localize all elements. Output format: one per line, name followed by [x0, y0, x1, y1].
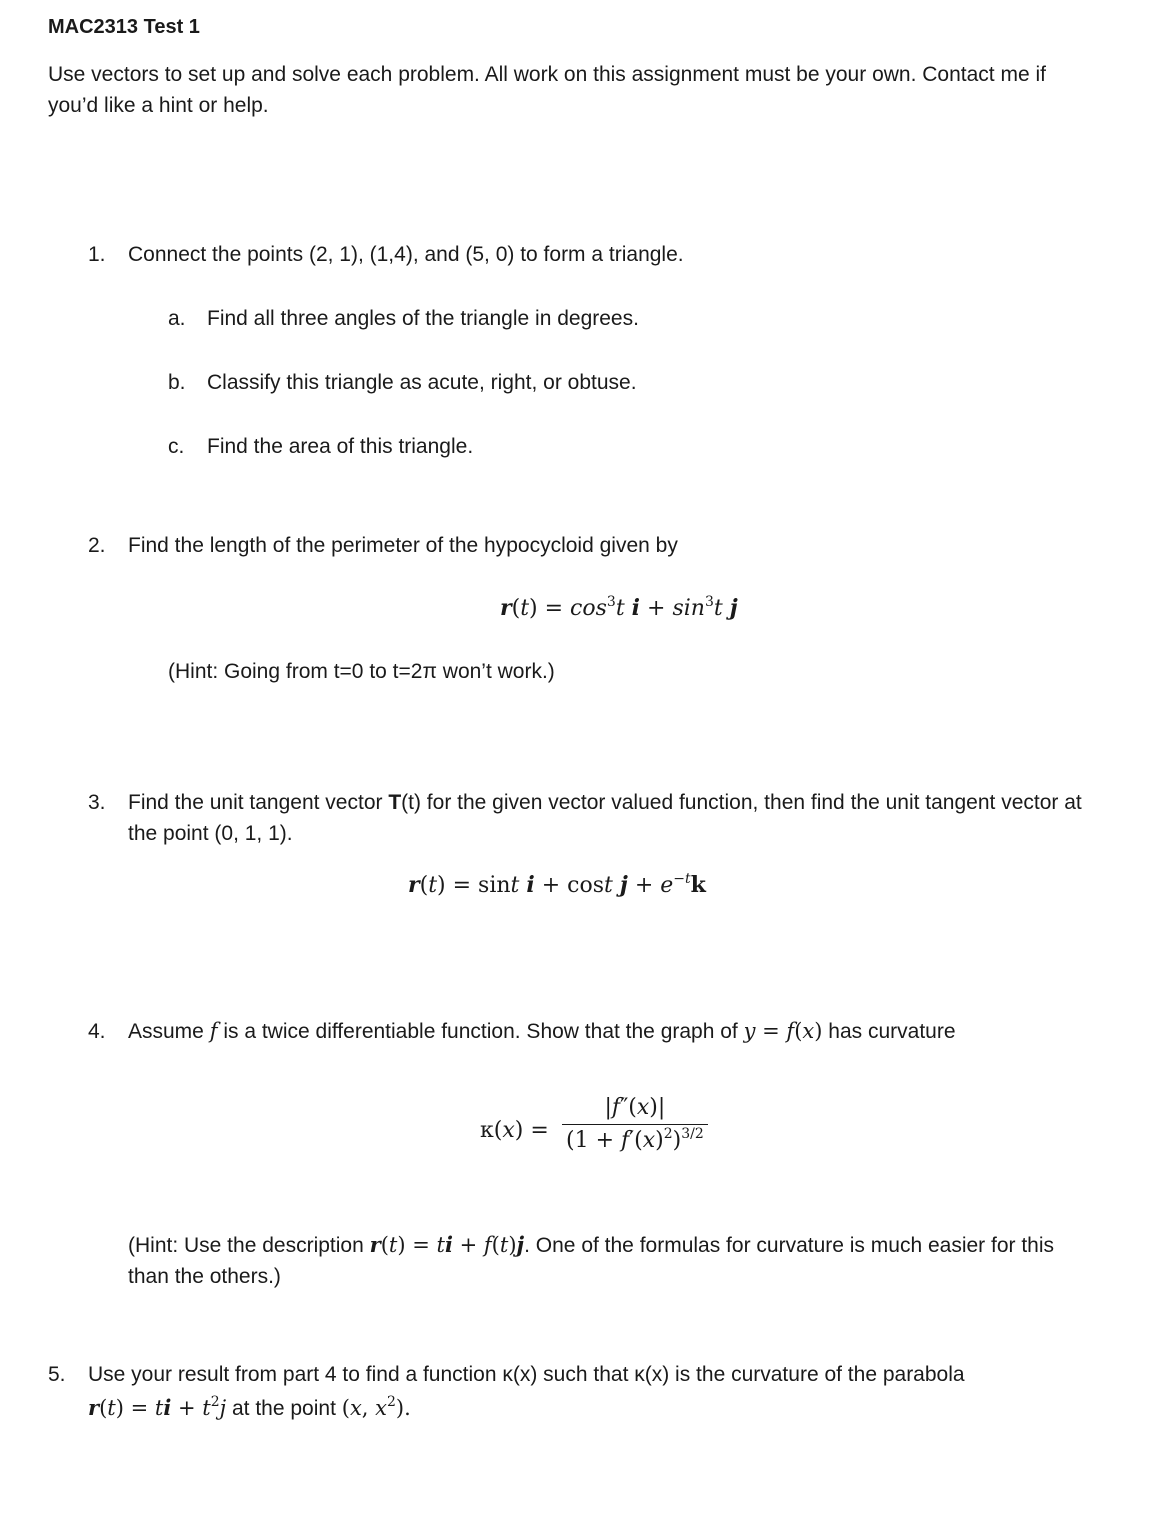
problem-2-number: 2.: [88, 534, 106, 557]
problem-1c-label: c.: [168, 435, 185, 458]
problem-2-text: Find the length of the perimeter of the hypocycloid given by: [128, 534, 678, 557]
problem-1b-text: Classify this triangle as acute, right, or obtuse.: [207, 371, 637, 394]
page-title: MAC2313 Test 1: [48, 16, 200, 38]
problem-3-number: 3.: [88, 791, 106, 814]
problem-5-text-line2: r(t) = ti + $t^2j$ at the point (x, $x^2$).: [88, 1394, 411, 1420]
vector-function-equation: r(t) = sint i + cost $j + e^{-t}k$: [408, 871, 706, 898]
hypocycloid-equation: $r(t) = \cos^3t$ $i + \sin^3t$ j: [500, 594, 738, 621]
curvature-fraction: |f″(x)| $(1 + f'(x)^2)^{3/2}$: [562, 1094, 708, 1155]
problem-1b-label: b.: [168, 371, 186, 394]
problem-2-hint: (Hint: Going from t=0 to t=2π won’t work.): [168, 660, 555, 683]
problem-3-text: Find the unit tangent vector T(t) for the given vector valued function, then find the unit tangent vector at the point (0, 1, 1).: [128, 791, 1082, 845]
problem-5-text-line1: Use your result from part 4 to find a function κ(x) such that κ(x) is the curvature of the parabola: [88, 1363, 965, 1386]
problem-1a-text: Find all three angles of the triangle in degrees.: [207, 307, 639, 330]
problem-4-hint: (Hint: Use the description r(t) = ti + f(t)j. One of the formulas for curvature is much easier for this than the others.): [128, 1232, 1055, 1288]
problem-4-number: 4.: [88, 1020, 106, 1043]
problem-4-text: Assume f is a twice differentiable function. Show that the graph of y = f(x) has curvature: [128, 1019, 956, 1043]
problem-1-text: Connect the points (2, 1), (1,4), and (5, 0) to form a triangle.: [128, 243, 684, 266]
problem-5-number: 5.: [48, 1363, 66, 1386]
problem-1c-text: Find the area of this triangle.: [207, 435, 474, 458]
problem-1a-label: a.: [168, 307, 186, 330]
instructions-text: Use vectors to set up and solve each problem. All work on this assignment must be your own. Contact me if you’d like a hint or help.: [48, 63, 1046, 117]
problem-1-number: 1.: [88, 243, 106, 266]
curvature-lhs: κ(x) =: [480, 1118, 549, 1143]
